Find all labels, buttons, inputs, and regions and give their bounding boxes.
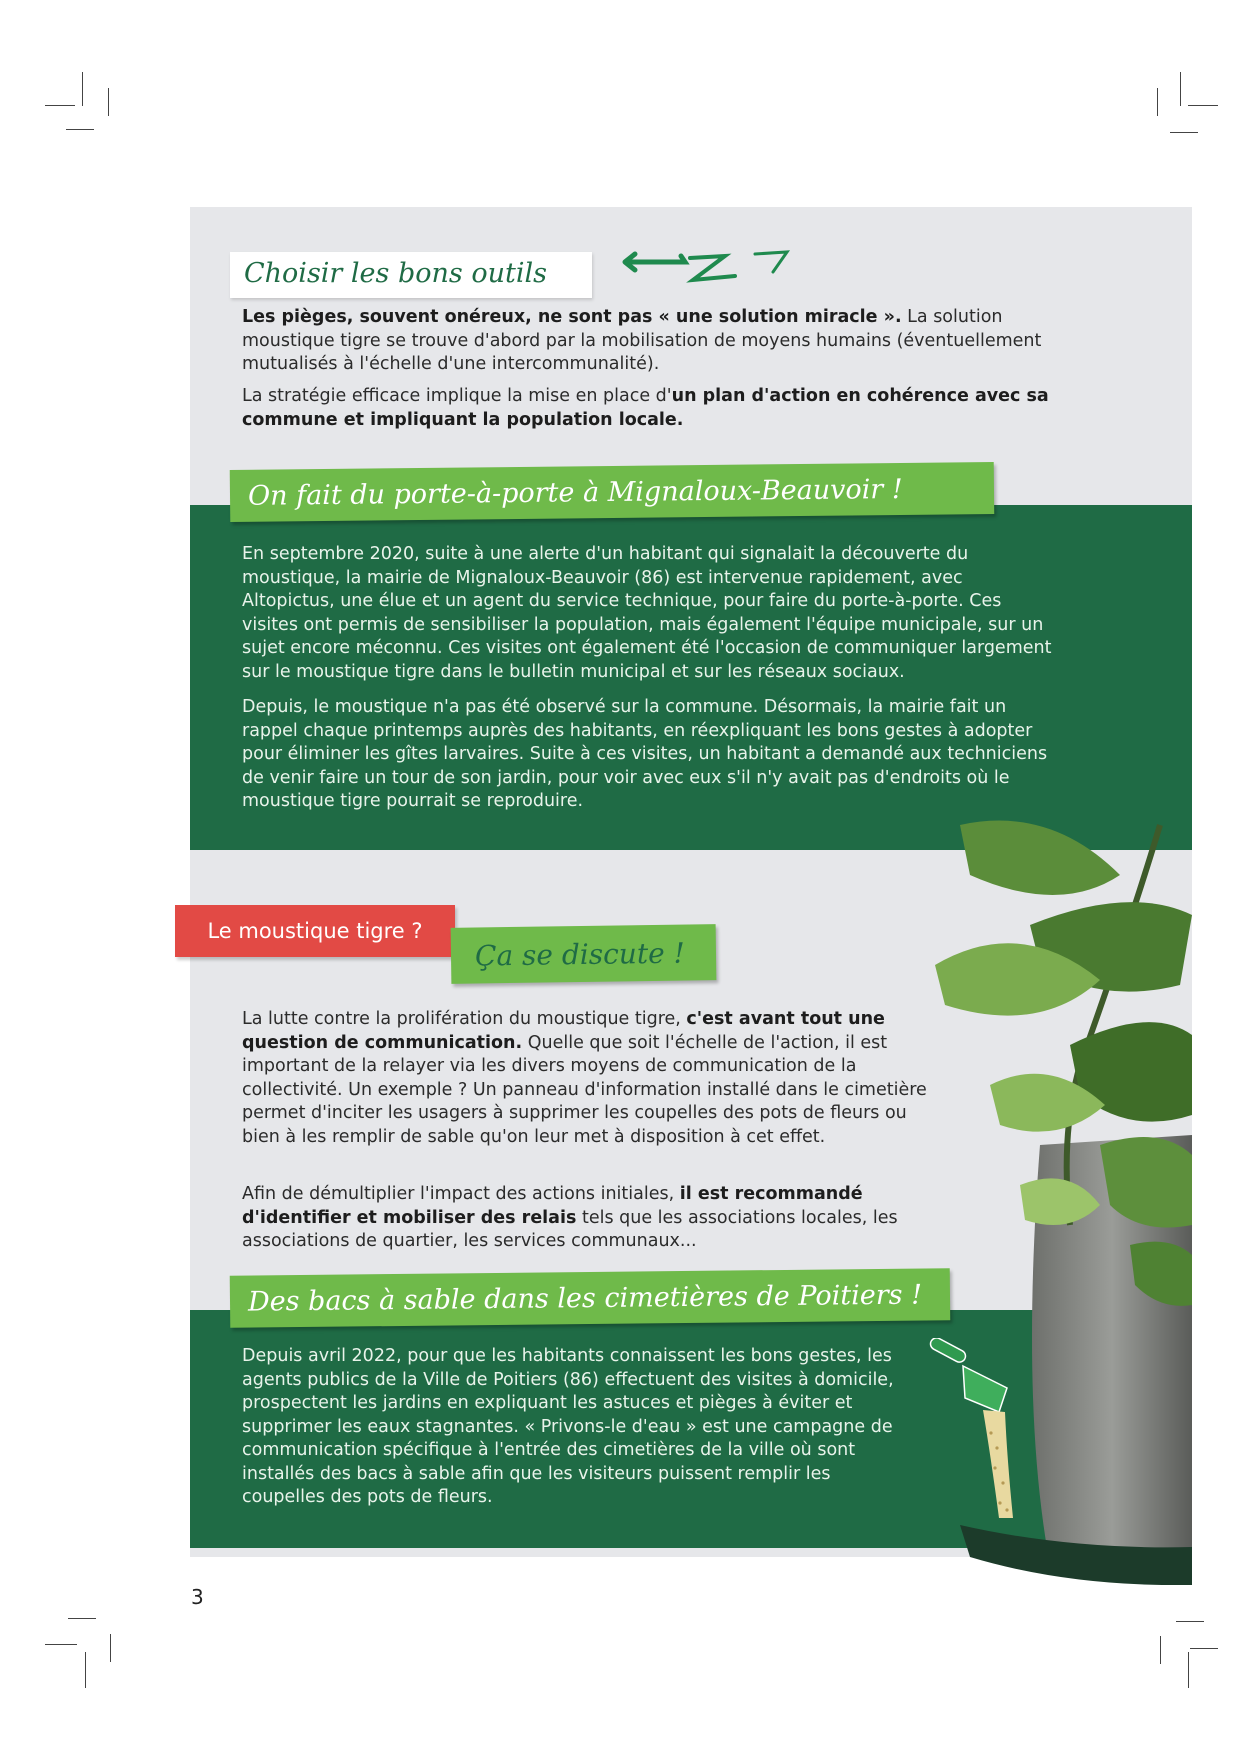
page-number: 3 xyxy=(191,1585,204,1609)
section2-paragraph-2: Depuis, le moustique n'a pas été observé sur la commune. Désormais, la mairie fait un rappel chaque printemps auprès des habitants, en réexpliquant les bons gestes à adopter pour éliminer les gîtes larvaires. Suite à ces visites, un habitant a demandé aux techniciens de venir faire un tour de son jardin, pour voir avec eux s'il n'y avait pas d'endroits où le moustique tigre pourrait se reproduire. xyxy=(242,697,1048,811)
section1-paragraph-1: Les pièges, souvent onéreux, ne sont pas « une solution miracle ». La solution moustique tigre se trouve d'abord par la mobilisation de moyens humains (éventuellement mutualisés à l'échelle d'une intercommunalité). xyxy=(242,307,1042,374)
banner-mignaloux: On fait du porte-à-porte à Mignaloux-Beauvoir ! xyxy=(230,462,995,522)
sand-scoop-icon xyxy=(925,1338,1035,1528)
section3-paragraph-2: Afin de démultiplier l'impact des actions initiales, il est recommandé d'identifier et mobiliser des relais tels que les associations locales, les associations de quartier, les services communaux... xyxy=(242,1184,898,1251)
banner-poitiers: Des bacs à sable dans les cimetières de Poitiers ! xyxy=(230,1268,951,1328)
section3-paragraph-1: La lutte contre la prolifération du moustique tigre, c'est avant tout une question de communication. Quelle que soit l'échelle de l'action, il est important de la relayer via les divers moyens de communication de la collectivité. Un exemple ? Un panneau d'information installé dans le cimetière permet d'inciter les usagers à supprimer les coupelles des pots de fleurs ou bien à les remplir de sable qu'on leur met à disposition à cet effet. xyxy=(242,1009,927,1147)
banner-discute: Ça se discute ! xyxy=(451,924,717,984)
section1-paragraph-2: La stratégie efficace implique la mise en place d'un plan d'action en cohérence avec sa commune et impliquant la population locale. xyxy=(242,386,1049,430)
section4-paragraph-1: Depuis avril 2022, pour que les habitants connaissent les bons gestes, les agents publics de la Ville de Poitiers (86) effectuent des visites à domicile, prospectent les jardins en expliquant les astuces et pièges à éviter et supprimer les eaux stagnantes. « Privons-le d'eau » est une campagne de communication spécifique à l'entrée des cimetières de la ville où sont installés des bacs à sable afin que les visiteurs puissent remplir les coupelles des pots de fleurs. xyxy=(242,1346,894,1507)
red-label: Le moustique tigre ? xyxy=(175,905,455,957)
arrow-icon xyxy=(615,240,815,290)
section2-paragraph-1: En septembre 2020, suite à une alerte d'un habitant qui signalait la découverte du moustique, la mairie de Mignaloux-Beauvoir (86) est intervenue rapidement, avec Altopictus, une élue et un agent du service technique, pour faire du porte-à-porte. Ces visites ont permis de sensibiliser la population, mais également l'équipe municipale, sur un sujet encore méconnu. Ces visites ont également été l'occasion de communiquer largement sur le moustique tigre dans le bulletin municipal et sur les réseaux sociaux. xyxy=(242,544,1052,682)
section-heading: Choisir les bons outils xyxy=(244,258,547,289)
